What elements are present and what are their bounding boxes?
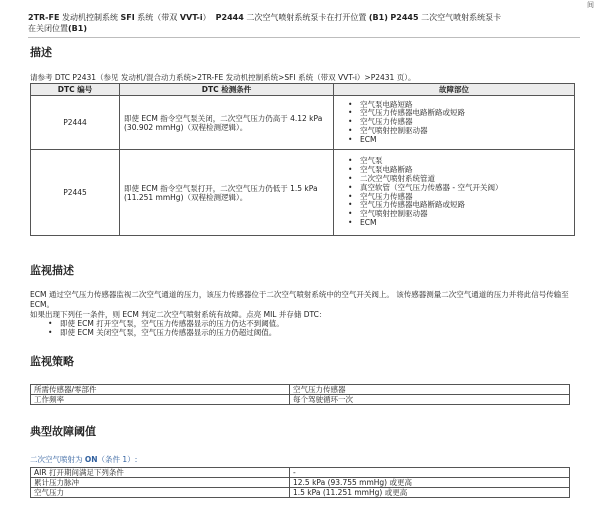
header-vvti: VVT-i	[179, 13, 203, 22]
threshold-table	[30, 467, 570, 498]
header-text-b: 系统（带双	[134, 13, 180, 22]
threshold-label: 空气压力	[31, 488, 290, 498]
header-text-c: ）	[202, 13, 211, 22]
strategy-value: 每个驾驶循环一次	[290, 395, 570, 405]
dtc-condition: 即使 ECM 指令空气泵关闭，二次空气压力仍高于 4.12 kPa (30.902 mmHg)（双程检测逻辑）。	[120, 96, 334, 150]
header-b1: (B1)	[368, 13, 388, 22]
threshold-value: 1.5 kPa (11.251 mmHg) 或更高	[290, 488, 570, 498]
list-item: • 二次空气喷射系统管道	[360, 175, 570, 184]
monitor-description-text	[30, 290, 578, 338]
table-row	[31, 385, 570, 395]
table-row	[31, 478, 570, 488]
table-row	[31, 395, 570, 405]
threshold-sub-b: （条件 1）:	[97, 455, 138, 464]
list-item: • ECM	[360, 219, 570, 228]
monitor-strategy-table	[30, 384, 570, 405]
strategy-value: 空气压力传感器	[290, 385, 570, 395]
threshold-label: 累计压力脉冲	[31, 478, 290, 488]
dtc-header-parts: 故障部位	[334, 84, 575, 96]
monitor-text-2: 如果出现下列任一条件，则 ECM 判定二次空气喷射系统有故障。点亮 MIL 并存储 DTC：	[30, 310, 327, 319]
header-text-line2: 在关闭位置	[28, 24, 68, 33]
list-item: • 空气泵	[360, 157, 570, 166]
threshold-label: AIR 打开期间满足下列条件	[31, 468, 290, 478]
table-row	[31, 488, 570, 498]
table-row	[31, 468, 570, 478]
dtc-header-code: DTC 编号	[31, 84, 120, 96]
list-item: • 即使 ECM 打开空气泵，空气压力传感器显示的压力仍达不到阈值。	[60, 320, 578, 329]
dtc-table	[30, 83, 575, 236]
page-corner-mark: 间	[587, 1, 594, 9]
dtc-parts	[334, 150, 575, 236]
dtc-code: P2445	[31, 150, 120, 236]
list-item: • 空气压力传感器	[360, 193, 570, 202]
section-monitor-strategy-title: 监视策略	[30, 355, 74, 368]
table-row	[31, 96, 575, 150]
page-header	[28, 12, 580, 38]
threshold-sub-a: 二次空气喷射为	[30, 455, 85, 464]
header-sfi: SFI	[120, 13, 135, 22]
list-item: • 空气压力传感器电路断路或短路	[360, 201, 570, 210]
header-code-p2444: P2444	[215, 13, 244, 22]
table-row	[31, 150, 575, 236]
header-text-a: 发动机控制系统	[59, 13, 121, 22]
threshold-subheading	[30, 455, 137, 465]
header-code-p2445: P2445	[390, 13, 419, 22]
description-reference: 请参考 DTC P2431（参见 发动机/混合动力系统>2TR-FE 发动机控制系统>SFI 系统（带双 VVT-i）>P2431 页）。	[30, 73, 416, 82]
monitor-text-1: ECM 通过空气压力传感器监视二次空气通道的压力，该压力传感器位于二次空气喷射系统中的空气开关阀上。 该传感器测量二次空气通道的压力并将此信号传输至 ECM。	[30, 290, 569, 309]
header-text-1: 二次空气喷射系统泵卡在打开位置	[243, 13, 369, 22]
dtc-condition: 即使 ECM 指令空气泵打开，二次空气压力仍低于 1.5 kPa (11.251 mmHg)（双程检测逻辑）。	[120, 150, 334, 236]
list-item: • 空气泵电路断路	[360, 166, 570, 175]
list-item: • 真空软管（空气压力传感器 - 空气开关阀）	[360, 184, 570, 193]
section-threshold-title: 典型故障阈值	[30, 425, 96, 438]
strategy-label: 所需传感器/零部件	[31, 385, 290, 395]
dtc-header-condition: DTC 检测条件	[120, 84, 334, 96]
list-item: • ECM	[360, 136, 570, 145]
dtc-table-header	[31, 84, 575, 96]
threshold-sub-on: ON	[84, 455, 98, 464]
list-item: • 空气泵电路短路	[360, 101, 570, 110]
list-item: • 空气喷射控制驱动器	[360, 210, 570, 219]
list-item: • 即使 ECM 关闭空气泵，空气压力传感器显示的压力仍超过阈值。	[60, 329, 578, 338]
section-description-title: 描述	[30, 46, 52, 59]
list-item: • 空气压力传感器	[360, 118, 570, 127]
header-b2: (B1)	[68, 24, 87, 33]
threshold-value: -	[290, 468, 570, 478]
strategy-label: 工作频率	[31, 395, 290, 405]
list-item: • 空气压力传感器电路断路或短路	[360, 109, 570, 118]
threshold-value: 12.5 kPa (93.755 mmHg) 或更高	[290, 478, 570, 488]
section-monitor-description-title: 监视描述	[30, 264, 74, 277]
dtc-parts	[334, 96, 575, 150]
dtc-code: P2444	[31, 96, 120, 150]
list-item: • 空气喷射控制驱动器	[360, 127, 570, 136]
header-text-2: 二次空气喷射系统泵卡	[418, 13, 502, 22]
header-engine: 2TR-FE	[28, 13, 60, 22]
